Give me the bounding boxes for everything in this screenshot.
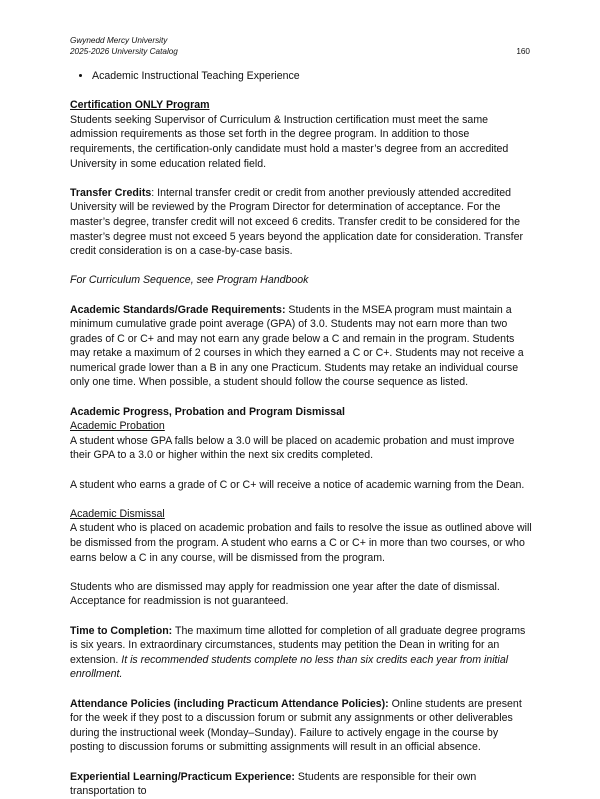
completion-body: The maximum time allotted for completion of all graduate degree programs is six years. In extraordinary circumstances, students may petition the Dean in writing for an extension. (70, 624, 526, 666)
transfer-section (70, 186, 532, 259)
curriculum-note: For Curriculum Sequence, see Program Handbook (70, 274, 309, 287)
experiential-label: Experiential Learning/Practicum Experience: (70, 770, 295, 783)
completion-label: Time to Completion: (70, 624, 173, 637)
completion-recommendation: It is recommended students complete no less than six credits each year from initial enrollment. (70, 653, 509, 681)
standards-section (70, 303, 532, 391)
transfer-body: : Internal transfer credit or credit from another previously attended accredited University will be reviewed by the Program Director for determination of acceptance. For the master’s degree, transfer credit will not exceed 6 credits. Transfer credit to be considered for the master’s degree must not exceed 5 years beyond the application date for consideration. Transfer credit consideration is on a case-by-case basis. (70, 186, 524, 258)
page-number: 160 (516, 47, 530, 56)
standards-label: Academic Standards/Grade Requirements: (70, 303, 286, 316)
dismissal-section (70, 507, 532, 565)
warning-paragraph: A student who earns a grade of C or C+ will receive a notice of academic warning from the Dean. (70, 478, 525, 491)
list-item: • Academic Instructional Teaching Experience (92, 69, 532, 84)
page-header (70, 35, 530, 57)
university-name: Gwynedd Mercy University (70, 36, 168, 45)
cert-section (70, 98, 532, 171)
attendance-body: Online students are present for the week if they post to a discussion forum or submit any assignments or other deliverables during the instructional week (Monday–Sunday). Failure to actively engage in the course by posting to discussion forums or submitting assignments will result in an official absence. (70, 697, 522, 754)
cert-body: Students seeking Supervisor of Curriculum & Instruction certification must meet the same admission requirements as those set forth in the degree program. In addition to those requirements, the certification-only candidate must hold a master’s degree from an accredited University in some education related field. (70, 113, 509, 170)
bullet-list (70, 69, 532, 84)
standards-body: Students in the MSEA program must maintain a minimum cumulative grade point average (GPA) of 3.0. Students may not earn more than two grades of C or C+ and may not earn any grade below a C and remain in the program. Students may retake a maximum of 2 courses in which they earned a C or C+. Students may not receive a numerical grade lower than a B in any one Practicum. Students may retake an individual course only one time. When possible, a student should follow the course sequence as listed. (70, 303, 524, 389)
experiential-body: Students are responsible for their own transportation to (70, 770, 477, 798)
probation-body: A student whose GPA falls below a 3.0 will be placed on academic probation and must improve their GPA to a 3.0 or higher within the next six credits completed. (70, 434, 515, 462)
experiential-section (70, 770, 532, 799)
readmission-paragraph: Students who are dismissed may apply for readmission one year after the date of dismissal. Acceptance for readmission is not guaranteed. (70, 580, 500, 608)
dismissal-heading: Academic Dismissal (70, 507, 165, 520)
cert-heading: Certification ONLY Program (70, 99, 210, 112)
probation-heading: Academic Probation (70, 420, 165, 433)
page-content (70, 69, 532, 799)
progress-section (70, 405, 532, 463)
completion-section (70, 624, 532, 682)
catalog-title: 2025-2026 University Catalog (70, 47, 178, 56)
progress-heading: Academic Progress, Probation and Program Dismissal (70, 405, 345, 418)
dismissal-body: A student who is placed on academic probation and fails to resolve the issue as outlined above will be dismissed from the program. A student who earns a C or C+ in more than two courses, or who earns below a C in any course, will be dismissed from the program. (70, 522, 532, 564)
transfer-label: Transfer Credits (70, 186, 152, 199)
attendance-label: Attendance Policies (including Practicum Attendance Policies): (70, 697, 389, 710)
attendance-section (70, 697, 532, 755)
